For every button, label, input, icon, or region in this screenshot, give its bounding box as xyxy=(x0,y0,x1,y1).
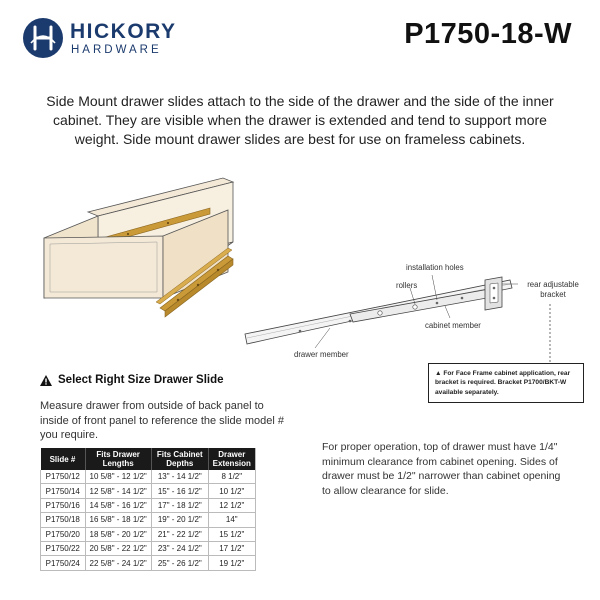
brand-subtitle: HARDWARE xyxy=(71,44,162,56)
table-cell: P1750/16 xyxy=(41,498,86,512)
table-row xyxy=(41,470,256,484)
warning-icon: ▲ xyxy=(435,370,444,377)
warning-icon xyxy=(40,375,52,386)
table-cell: 15 1/2" xyxy=(208,527,255,541)
table-cell: 18 5/8" - 20 1/2" xyxy=(85,527,151,541)
callout-rollers: rollers xyxy=(396,281,418,290)
table-cell: 10 5/8" - 12 1/2" xyxy=(85,470,151,484)
column-header: Slide # xyxy=(41,448,86,470)
table-cell: P1750/20 xyxy=(41,527,86,541)
table-row xyxy=(41,498,256,512)
intro-paragraph: Side Mount drawer slides attach to the side of the drawer and the side of the inner cabinet. They are visible when the drawer is extended and tend to support more weight. Side mount drawer slides are best for use on frameless cabinets. xyxy=(46,93,554,147)
table-cell: 19 1/2" xyxy=(208,556,255,570)
callout-drawer-member: drawer member xyxy=(294,350,349,359)
slide-size-table xyxy=(40,448,256,571)
callout-cabinet-member: cabinet member xyxy=(425,321,481,330)
table-row xyxy=(41,484,256,498)
table-cell: P1750/18 xyxy=(41,513,86,527)
table-cell: 17 1/2" xyxy=(208,541,255,555)
select-size-heading xyxy=(40,374,224,386)
table-cell: 10 1/2" xyxy=(208,484,255,498)
hickory-hardware-logo xyxy=(22,17,222,61)
table-row xyxy=(41,513,256,527)
table-cell: 13" - 14 1/2" xyxy=(151,470,208,484)
table-cell: 19" - 20 1/2" xyxy=(151,513,208,527)
table-row xyxy=(41,541,256,555)
table-row xyxy=(41,527,256,541)
table-cell: 25" - 26 1/2" xyxy=(151,556,208,570)
model-number: P1750-18-W xyxy=(404,18,572,50)
table-cell: 12 5/8" - 14 1/2" xyxy=(85,484,151,498)
column-header: Fits Drawer Lengths xyxy=(85,448,151,470)
column-header: Fits Cabinet Depths xyxy=(151,448,208,470)
column-header: Drawer Extension xyxy=(208,448,255,470)
table-cell: P1750/22 xyxy=(41,541,86,555)
drawer-with-slides-illustration xyxy=(28,176,243,336)
face-frame-note-text: For Face Frame cabinet application, rear bracket is required. Bracket P1700/BKT-W available separately. xyxy=(435,370,571,396)
table-cell: P1750/14 xyxy=(41,484,86,498)
table-cell: 22 5/8" - 24 1/2" xyxy=(85,556,151,570)
table-cell: 12 1/2" xyxy=(208,498,255,512)
table-cell: P1750/24 xyxy=(41,556,86,570)
table-cell: 8 1/2" xyxy=(208,470,255,484)
table-header-row xyxy=(41,448,256,470)
table-cell: 14" xyxy=(208,513,255,527)
table-cell: 14 5/8" - 16 1/2" xyxy=(85,498,151,512)
brand-name: HICKORY xyxy=(70,20,177,43)
table-cell: 17" - 18 1/2" xyxy=(151,498,208,512)
measure-instructions: Measure drawer from outside of back panel to inside of front panel to reference the slide model # you require. xyxy=(40,400,284,441)
table-cell: 23" - 24 1/2" xyxy=(151,541,208,555)
clearance-instructions: For proper operation, top of drawer must have 1/4" minimum clearance from cabinet opening. Sides of drawer must be 1/2" narrower than cabinet opening to allow clearance for slide. xyxy=(322,441,561,497)
callout-installation-holes: installation holes xyxy=(406,263,464,272)
select-size-heading-text: Select Right Size Drawer Slide xyxy=(58,374,224,386)
slide-detail-illustration xyxy=(240,252,570,367)
table-cell: 20 5/8" - 22 1/2" xyxy=(85,541,151,555)
table-row xyxy=(41,556,256,570)
table-cell: 21" - 22 1/2" xyxy=(151,527,208,541)
table-cell: 15" - 16 1/2" xyxy=(151,484,208,498)
hickory-leaf-icon xyxy=(22,17,64,59)
table-cell: P1750/12 xyxy=(41,470,86,484)
face-frame-note xyxy=(428,363,584,403)
table-cell: 16 5/8" - 18 1/2" xyxy=(85,513,151,527)
callout-rear-bracket: rear adjustable bracket xyxy=(527,280,579,299)
